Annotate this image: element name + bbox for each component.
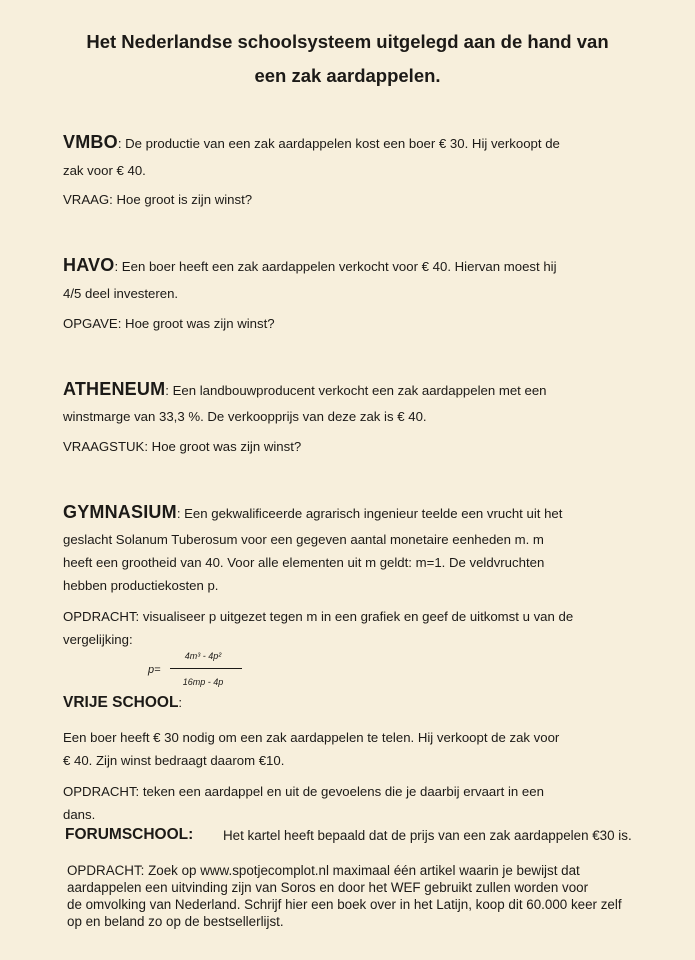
vrije-school-heading-line xyxy=(63,694,182,712)
forumschool-task-line1: OPDRACHT: Zoek op www.spotjecomplot.nl maximaal één artikel waarin je bewijst dat xyxy=(67,863,580,878)
vmbo-question: VRAAG: Hoe groot is zijn winst? xyxy=(63,192,253,207)
atheneum-question: VRAAGSTUK: Hoe groot was zijn winst? xyxy=(63,439,302,454)
gymnasium-text-line1: : Een gekwalificeerde agrarisch ingenieur teelde een vrucht uit het xyxy=(176,506,563,521)
gymnasium-heading: GYMNASIUM xyxy=(63,502,177,522)
formula-denominator: 16mp - 4p xyxy=(182,677,224,687)
havo-paragraph-line1 xyxy=(63,256,557,276)
havo-text-line1: : Een boer heeft een zak aardappelen verkocht voor € 40. Hiervan moest hij xyxy=(114,259,557,274)
havo-text-line2: 4/5 deel investeren. xyxy=(63,286,179,301)
gymnasium-text-line4: hebben productiekosten p. xyxy=(63,578,219,593)
atheneum-heading: ATHENEUM xyxy=(63,379,166,399)
vrije-school-task-line1: OPDRACHT: teken een aardappel en uit de gevoelens die je daarbij ervaart in een xyxy=(63,784,544,799)
vmbo-heading: VMBO xyxy=(63,132,118,152)
gymnasium-task-line2: vergelijking: xyxy=(63,632,133,647)
formula-numerator: 4m³ - 4p² xyxy=(184,651,222,661)
formula-fraction-bar xyxy=(170,668,242,669)
document-title-line1: Het Nederlandse schoolsysteem uitgelegd aan de hand van xyxy=(86,31,609,52)
atheneum-paragraph-line1 xyxy=(63,380,547,400)
vrije-school-heading-suffix: : xyxy=(178,695,183,710)
forumschool-task-line4: op en beland zo op de bestsellerlijst. xyxy=(67,914,284,929)
gymnasium-paragraph-line1 xyxy=(63,503,562,523)
document-title-line2: een zak aardappelen. xyxy=(254,65,441,86)
havo-heading: HAVO xyxy=(63,255,115,275)
vrije-school-text-line1: Een boer heeft € 30 nodig om een zak aardappelen te telen. Hij verkoopt de zak voor xyxy=(63,730,560,745)
vmbo-text-line2: zak voor € 40. xyxy=(63,163,146,178)
gymnasium-text-line3: heeft een grootheid van 40. Voor alle elementen uit m geldt: m=1. De veldvruchten xyxy=(63,555,545,570)
formula-lhs: p= xyxy=(148,664,161,676)
vrije-school-text-line2: € 40. Zijn winst bedraagt daarom €10. xyxy=(63,753,285,768)
forumschool-task-line2: aardappelen een uitvinding zijn van Soros en door het WEF gebruikt zullen worden voor xyxy=(67,880,589,895)
vmbo-paragraph-line1 xyxy=(63,133,560,153)
vmbo-text-line1: : De productie van een zak aardappelen kost een boer € 30. Hij verkoopt de xyxy=(117,136,560,151)
havo-question: OPGAVE: Hoe groot was zijn winst? xyxy=(63,316,275,331)
forumschool-heading: FORUMSCHOOL: xyxy=(65,826,194,843)
forumschool-heading-line xyxy=(65,826,193,844)
gymnasium-text-line2: geslacht Solanum Tuberosum voor een gegeven aantal monetaire eenheden m. m xyxy=(63,532,544,547)
forumschool-text: Het kartel heeft bepaald dat de prijs van een zak aardappelen €30 is. xyxy=(223,828,632,843)
forumschool-task-line3: de omvolking van Nederland. Schrijf hier een boek over in het Latijn, koop dit 60.000 keer zelf xyxy=(67,897,622,912)
vrije-school-heading: VRIJE SCHOOL xyxy=(63,694,179,711)
vrije-school-task-line2: dans. xyxy=(63,807,96,822)
gymnasium-task-line1: OPDRACHT: visualiseer p uitgezet tegen m in een grafiek en geef de uitkomst u van de xyxy=(63,609,574,624)
atheneum-text-line1: : Een landbouwproducent verkocht een zak aardappelen met een xyxy=(165,383,547,398)
atheneum-text-line2: winstmarge van 33,3 %. De verkoopprijs van deze zak is € 40. xyxy=(63,409,427,424)
